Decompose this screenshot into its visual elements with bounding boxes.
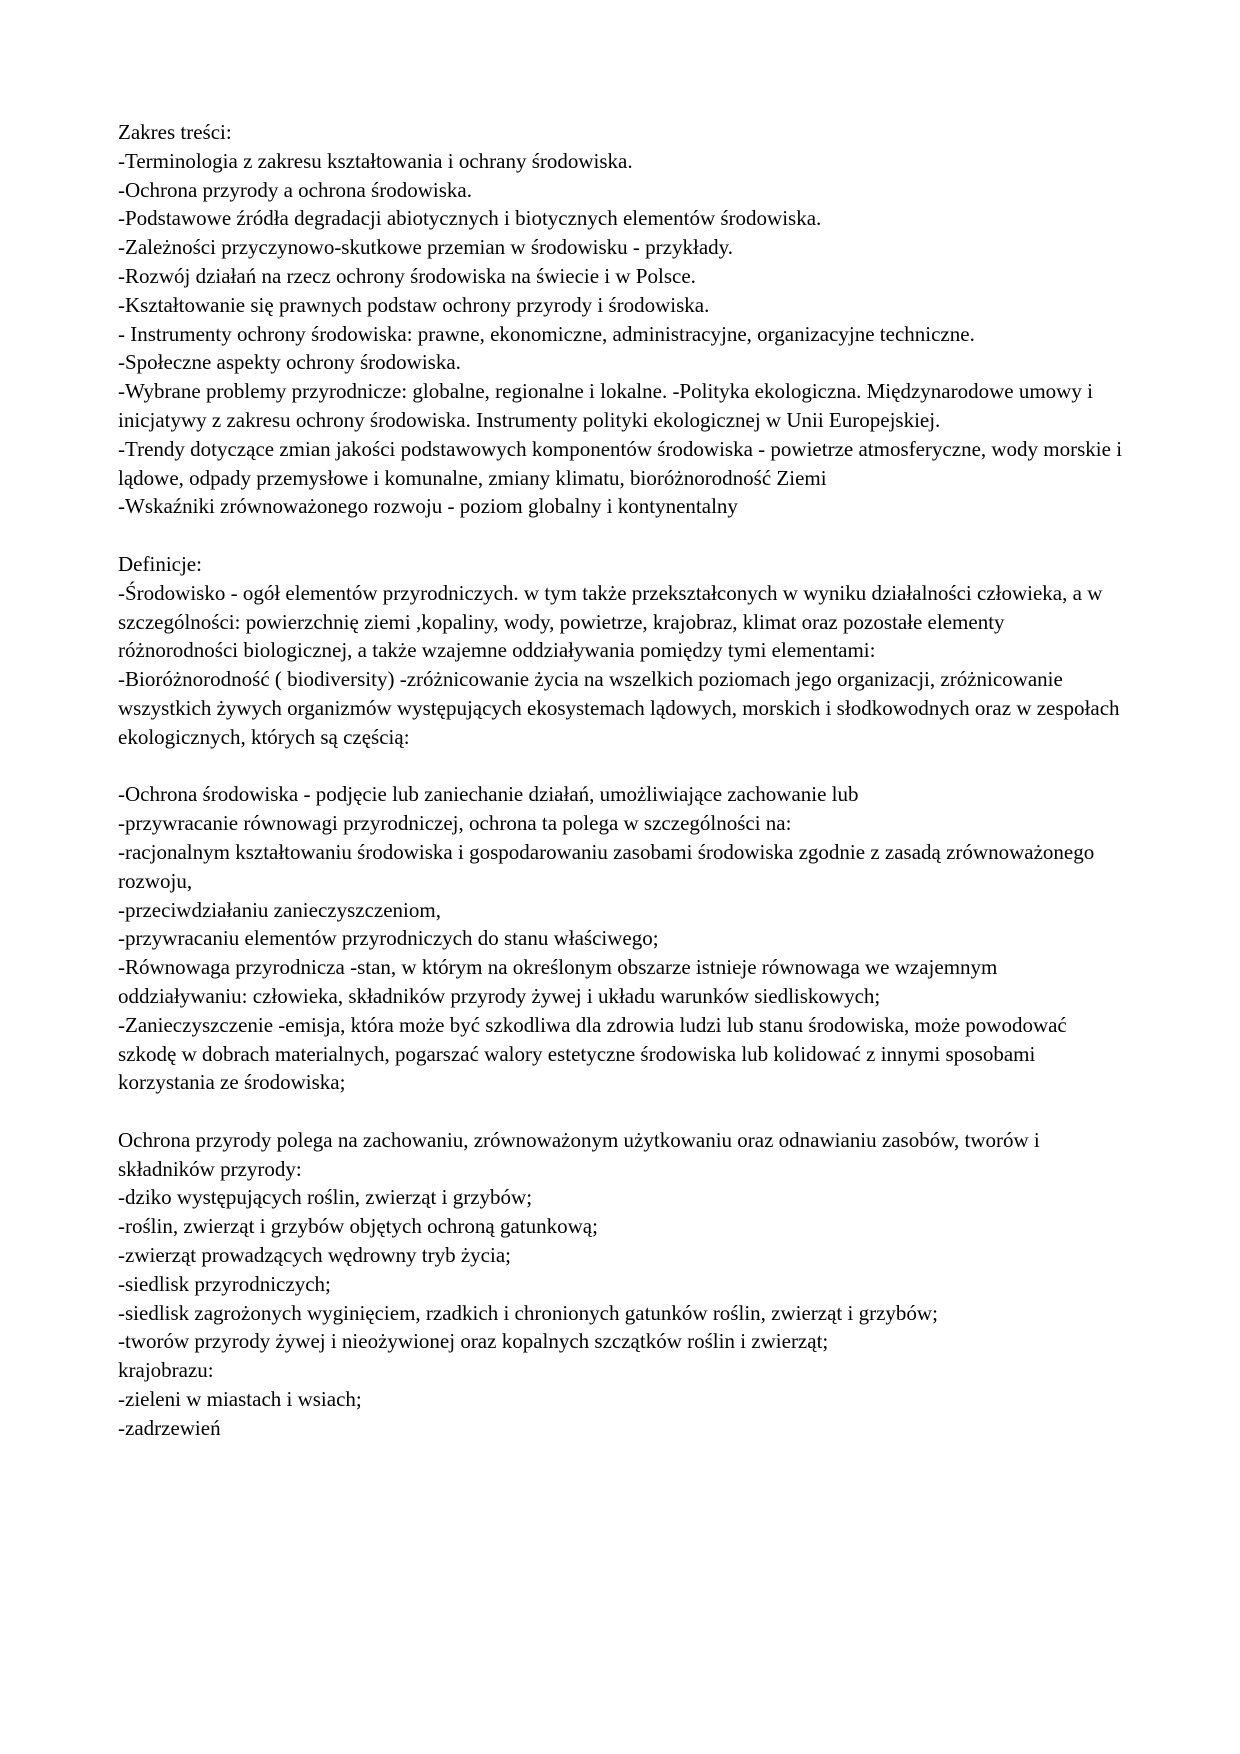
list-item: -Społeczne aspekty ochrony środowiska. <box>118 350 461 375</box>
definition-item: -przywracanie równowagi przyrodniczej, ochrona ta polega w szczególności na: <box>118 811 792 836</box>
section-ochrona-srodowiska <box>118 780 1128 1097</box>
definition-item: -racjonalnym kształtowaniu środowiska i gospodarowaniu zasobami środowiska zgodnie z zasadą zrównoważonego rozwoju, <box>118 839 1095 893</box>
definition-item: -Zanieczyszczenie -emisja, która może być szkodliwa dla zdrowia ludzi lub stanu środowiska, może powodować szkodę w dobrach materialnych, pogarszać walory estetyczne środowiska lub kolidować z innymi sposobami korzystania ze środowiska; <box>118 1012 1067 1095</box>
list-item: krajobrazu: <box>118 1358 214 1383</box>
section-definicje <box>118 550 1128 752</box>
section-heading-zakres: Zakres treści: <box>118 120 232 144</box>
paragraph-gap <box>118 752 1128 781</box>
definition-item: -Ochrona środowiska - podjęcie lub zaniechanie działań, umożliwiające zachowanie lub <box>118 782 859 807</box>
list-item: -Zależności przyczynowo-skutkowe przemian w środowisku - przykłady. <box>118 235 734 260</box>
definition-item: -Bioróżnorodność ( biodiversity) -zróżnicowanie życia na wszelkich poziomach jego organizacji, zróżnicowanie wszystkich żywych organizmów występujących ekosystemach lądowych, morskich i słodkowodnych oraz w zespołach ekologicznych, których są częścią: <box>118 667 1120 749</box>
list-item: - Instrumenty ochrony środowiska: prawne, ekonomiczne, administracyjne, organizacyjne techniczne. <box>118 321 975 346</box>
section-zakres-tresci <box>118 118 1128 521</box>
list-item: -roślin, zwierząt i grzybów objętych ochroną gatunkową; <box>118 1214 598 1239</box>
list-item: -siedlisk zagrożonych wyginięciem, rzadkich i chronionych gatunków roślin, zwierząt i grzybów; <box>118 1300 938 1325</box>
document-body <box>118 118 1128 1443</box>
list-item: -zadrzewień <box>118 1415 221 1440</box>
list-item: -tworów przyrody żywej i nieożywionej oraz kopalnych szczątków roślin i zwierząt; <box>118 1329 829 1354</box>
list-item: -zwierząt prowadzących wędrowny tryb życia; <box>118 1243 511 1268</box>
list-item: -Podstawowe źródła degradacji abiotycznych i biotycznych elementów środowiska. <box>118 206 822 231</box>
paragraph-intro: Ochrona przyrody polega na zachowaniu, zrównoważonym użytkowaniu oraz odnawianiu zasobów, tworów i składników przyrody: <box>118 1127 1040 1181</box>
list-item: -Kształtowanie się prawnych podstaw ochrony przyrody i środowiska. <box>118 292 710 317</box>
section-ochrona-przyrody <box>118 1126 1128 1443</box>
definition-item: -przywracaniu elementów przyrodniczych do stanu właściwego; <box>118 926 659 951</box>
list-item: -Wybrane problemy przyrodnicze: globalne, regionalne i lokalne. -Polityka ekologiczna. Międzynarodowe umowy i inicjatywy z zakresu ochrony środowiska. Instrumenty polityki ekologicznej w Unii Europejskiej. <box>118 379 1093 432</box>
definition-item: -przeciwdziałaniu zanieczyszczeniom, <box>118 897 441 922</box>
section-heading-definicje: Definicje: <box>118 551 202 576</box>
definition-item: -Równowaga przyrodnicza -stan, w którym na określonym obszarze istnieje równowaga we wzajemnym oddziaływaniu: człowieka, składników przyrody żywej i układu warunków siedliskowych; <box>118 955 998 1008</box>
list-item: -dziko występujących roślin, zwierząt i grzybów; <box>118 1185 533 1210</box>
list-item: -Rozwój działań na rzecz ochrony środowiska na świecie i w Polsce. <box>118 263 696 288</box>
list-item: -zieleni w miastach i wsiach; <box>118 1387 362 1412</box>
list-item: -Trendy dotyczące zmian jakości podstawowych komponentów środowiska - powietrze atmosferyczne, wody morskie i lądowe, odpady przemysłowe i komunalne, zmiany klimatu, bioróżnorodność Ziemi <box>118 436 1123 490</box>
paragraph-gap <box>118 521 1128 550</box>
paragraph-gap <box>118 1097 1128 1126</box>
list-item: -Terminologia z zakresu kształtowania i ochrany środowiska. <box>118 148 633 173</box>
list-item: -siedlisk przyrodniczych; <box>118 1271 331 1296</box>
list-item: -Ochrona przyrody a ochrona środowiska. <box>118 177 472 202</box>
list-item: -Wskaźniki zrównoważonego rozwoju - poziom globalny i kontynentalny <box>118 494 738 519</box>
definition-item: -Środowisko - ogół elementów przyrodniczych. w tym także przekształconych w wyniku działalności człowieka, a w szczególności: powierzchnię ziemi ,kopaliny, wody, powietrze, krajobraz, klimat oraz pozostałe elementy różnorodności biologicznej, a także wzajemne oddziaływania pomiędzy tymi elementami: <box>118 580 1103 663</box>
